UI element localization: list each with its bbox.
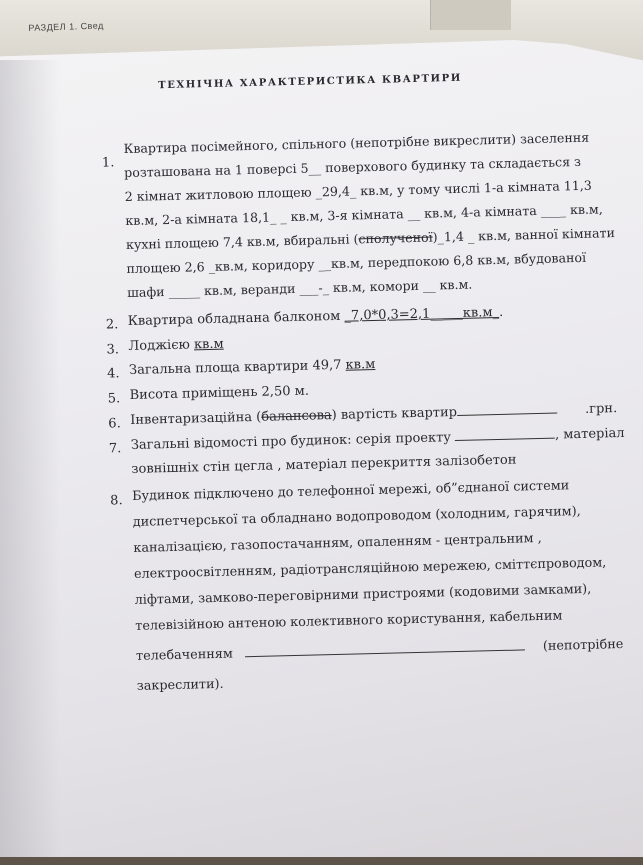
item-1-number: 1. <box>101 155 115 171</box>
item-1-line-5 <box>126 227 615 252</box>
item-7-line-1-tail: , матеріал <box>554 425 625 443</box>
background-header-text: РАЗДЕЛ 1. Свед <box>28 20 104 34</box>
item-3-unit: кв.м <box>193 336 224 353</box>
item-8-line-7 <box>136 639 624 664</box>
item-3-label: Лоджією <box>128 337 191 355</box>
item-8-line-2: диспетчерської та обладнано водопроводом (холодним, гарячим), <box>132 504 581 530</box>
item-4-unit: кв.м <box>345 356 376 373</box>
item-2-label: Квартира обладнана балконом <box>127 308 341 330</box>
item-1-line-7: шафи _____ кв.м, веранди ___-_ кв.м, комори __ кв.м. <box>126 276 473 301</box>
item-2-line <box>128 306 504 328</box>
item-2-number: 2. <box>105 317 119 333</box>
item-8-blank-line <box>245 648 525 657</box>
item-4-line <box>129 358 376 377</box>
item-1-line-5-a: кухні площею 7,4 кв.м, вбиральні ( <box>125 231 359 253</box>
item-2-tail: . <box>498 304 504 320</box>
item-8-line-7-tail: (непотрібне <box>542 637 624 654</box>
item-3-number: 3. <box>106 342 120 358</box>
item-8-line-8: закреслити). <box>136 676 224 694</box>
item-7-line-2: зовнішніх стін цегла , матеріал перекриття залізобетон <box>131 452 517 477</box>
item-1-line-5-b: )_1,4 _ кв.м, ванної кімнати <box>432 225 616 245</box>
document-title: ТЕХНІЧНА ХАРАКТЕРИСТИКА КВАРТИРИ <box>158 72 462 92</box>
item-6-strikethrough-text: балансова <box>261 408 332 425</box>
item-7-number: 7. <box>108 441 122 457</box>
item-6-number: 6. <box>108 416 121 432</box>
item-8-line-1: Будинок підключено до телефонної мережі, об”єднаної системи <box>131 478 570 504</box>
item-1-line-2: розташована на 1 поверсі 5__ поверхового будинку та складається з <box>124 153 582 181</box>
item-3-line <box>128 338 224 353</box>
item-1-strikethrough-text: сполученої <box>358 229 433 247</box>
item-4-number: 4. <box>106 366 120 382</box>
item-8-line-6: телевізійною антеною колективного користування, кабельним <box>135 608 563 634</box>
item-8-line-4: електроосвітленням, радіотрансляційною мережею, сміттєпроводом, <box>133 555 607 582</box>
item-8-line-7-label: телебаченням <box>135 646 233 664</box>
item-1-line-4: кв.м, 2-а кімната 18,1_ _ кв.м, 3-я кімната __ кв.м, 4-а кімната ____ кв.м, <box>125 201 603 229</box>
item-1-line-6: площею 2,6 _кв.м, коридору __кв.м, передпокою 6,8 кв.м, вбудованої <box>126 249 587 277</box>
item-4-label: Загальна площа квартири 49,7 <box>128 357 342 378</box>
item-6-tail: .грн. <box>584 401 618 417</box>
item-2-balcony-value: _7,0*0,3=2,1_____кв.м_ <box>344 304 500 324</box>
item-7-line-1 <box>131 427 625 452</box>
item-1-line-1: Квартира посімейного, спільного (непотрібне викреслити) заселення <box>123 129 590 157</box>
item-7-blank-line <box>455 437 555 441</box>
item-6-blank-line <box>457 412 557 416</box>
item-6-label-a: Інвентаризаційна ( <box>130 409 262 428</box>
item-6-line <box>130 402 617 427</box>
item-8-number: 8. <box>110 493 123 509</box>
item-5-line: Висота приміщень 2,50 м. <box>129 383 310 403</box>
item-8-line-3: каналізацією, газопостачанням, опаленням - центральним , <box>133 530 542 556</box>
item-5-number: 5. <box>107 391 121 407</box>
item-8-line-5: ліфтами, замково-переговірними пристроями (кодовими замками), <box>134 581 592 608</box>
item-7-line-1-label: Загальні відомості про будинок: серія проекту <box>130 430 452 453</box>
item-6-label-b: ) вартість квартир <box>331 404 458 424</box>
item-1-line-3: 2 кімнат житловою площею _29,4_ кв.м, у тому числі 1-а кімната 11,3 <box>124 177 592 205</box>
